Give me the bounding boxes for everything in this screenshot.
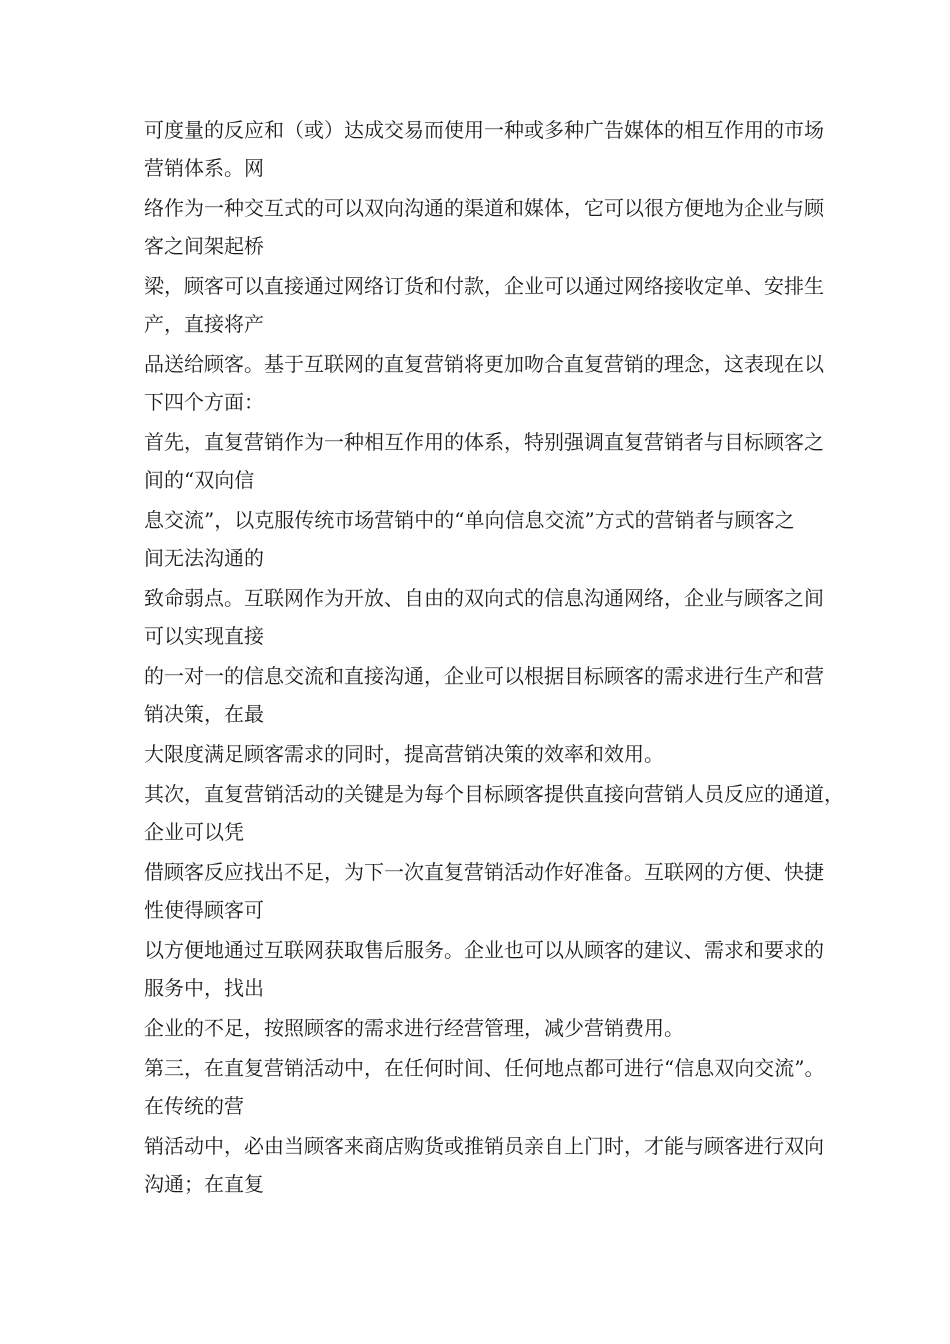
text-line: 其次，直复营销活动的关键是为每个目标顾客提供直接向营销人员反应的通道， [144,782,844,806]
text-line: 产，直接将产 [144,312,264,336]
text-line: 息交流”，以克服传统市场营销中的“单向信息交流”方式的营销者与顾客之 [144,508,795,532]
text-line: 销决策，在最 [144,702,264,726]
text-line: 企业可以凭 [144,820,244,844]
text-line: 梁，顾客可以直接通过网络订货和付款，企业可以通过网络接收定单、安排生 [144,274,824,298]
text-line: 在传统的营 [144,1094,244,1118]
text-line: 的一对一的信息交流和直接沟通，企业可以根据目标顾客的需求进行生产和营 [144,664,824,688]
text-line: 致命弱点。互联网作为开放、自由的双向式的信息沟通网络，企业与顾客之间 [144,586,824,610]
text-line: 性使得顾客可 [144,898,264,922]
text-line: 间无法沟通的 [144,546,264,570]
text-line: 服务中，找出 [144,976,264,1000]
text-line: 络作为一种交互式的可以双向沟通的渠道和媒体，它可以很方便地为企业与顾 [144,196,824,220]
text-line: 沟通；在直复 [144,1172,264,1196]
text-line: 首先，直复营销作为一种相互作用的体系，特别强调直复营销者与目标顾客之 [144,430,824,454]
text-line: 间的“双向信 [144,468,255,492]
text-line: 下四个方面： [144,390,264,414]
text-line: 企业的不足，按照顾客的需求进行经营管理，减少营销费用。 [144,1016,684,1040]
text-line: 营销体系。网 [144,156,264,180]
text-line: 客之间架起桥 [144,234,264,258]
text-line: 品送给顾客。基于互联网的直复营销将更加吻合直复营销的理念，这表现在以 [144,352,824,376]
text-line: 第三，在直复营销活动中，在任何时间、任何地点都可进行“信息双向交流”。 [144,1056,825,1080]
text-line: 以方便地通过互联网获取售后服务。企业也可以从顾客的建议、需求和要求的 [144,938,824,962]
text-line: 借顾客反应找出不足，为下一次直复营销活动作好准备。互联网的方便、快捷 [144,860,824,884]
text-line: 可度量的反应和（或）达成交易而使用一种或多种广告媒体的相互作用的市场 [144,118,824,142]
text-line: 大限度满足顾客需求的同时，提高营销决策的效率和效用。 [144,742,664,766]
text-line: 可以实现直接 [144,624,264,648]
text-line: 销活动中，必由当顾客来商店购货或推销员亲自上门时，才能与顾客进行双向 [144,1134,824,1158]
